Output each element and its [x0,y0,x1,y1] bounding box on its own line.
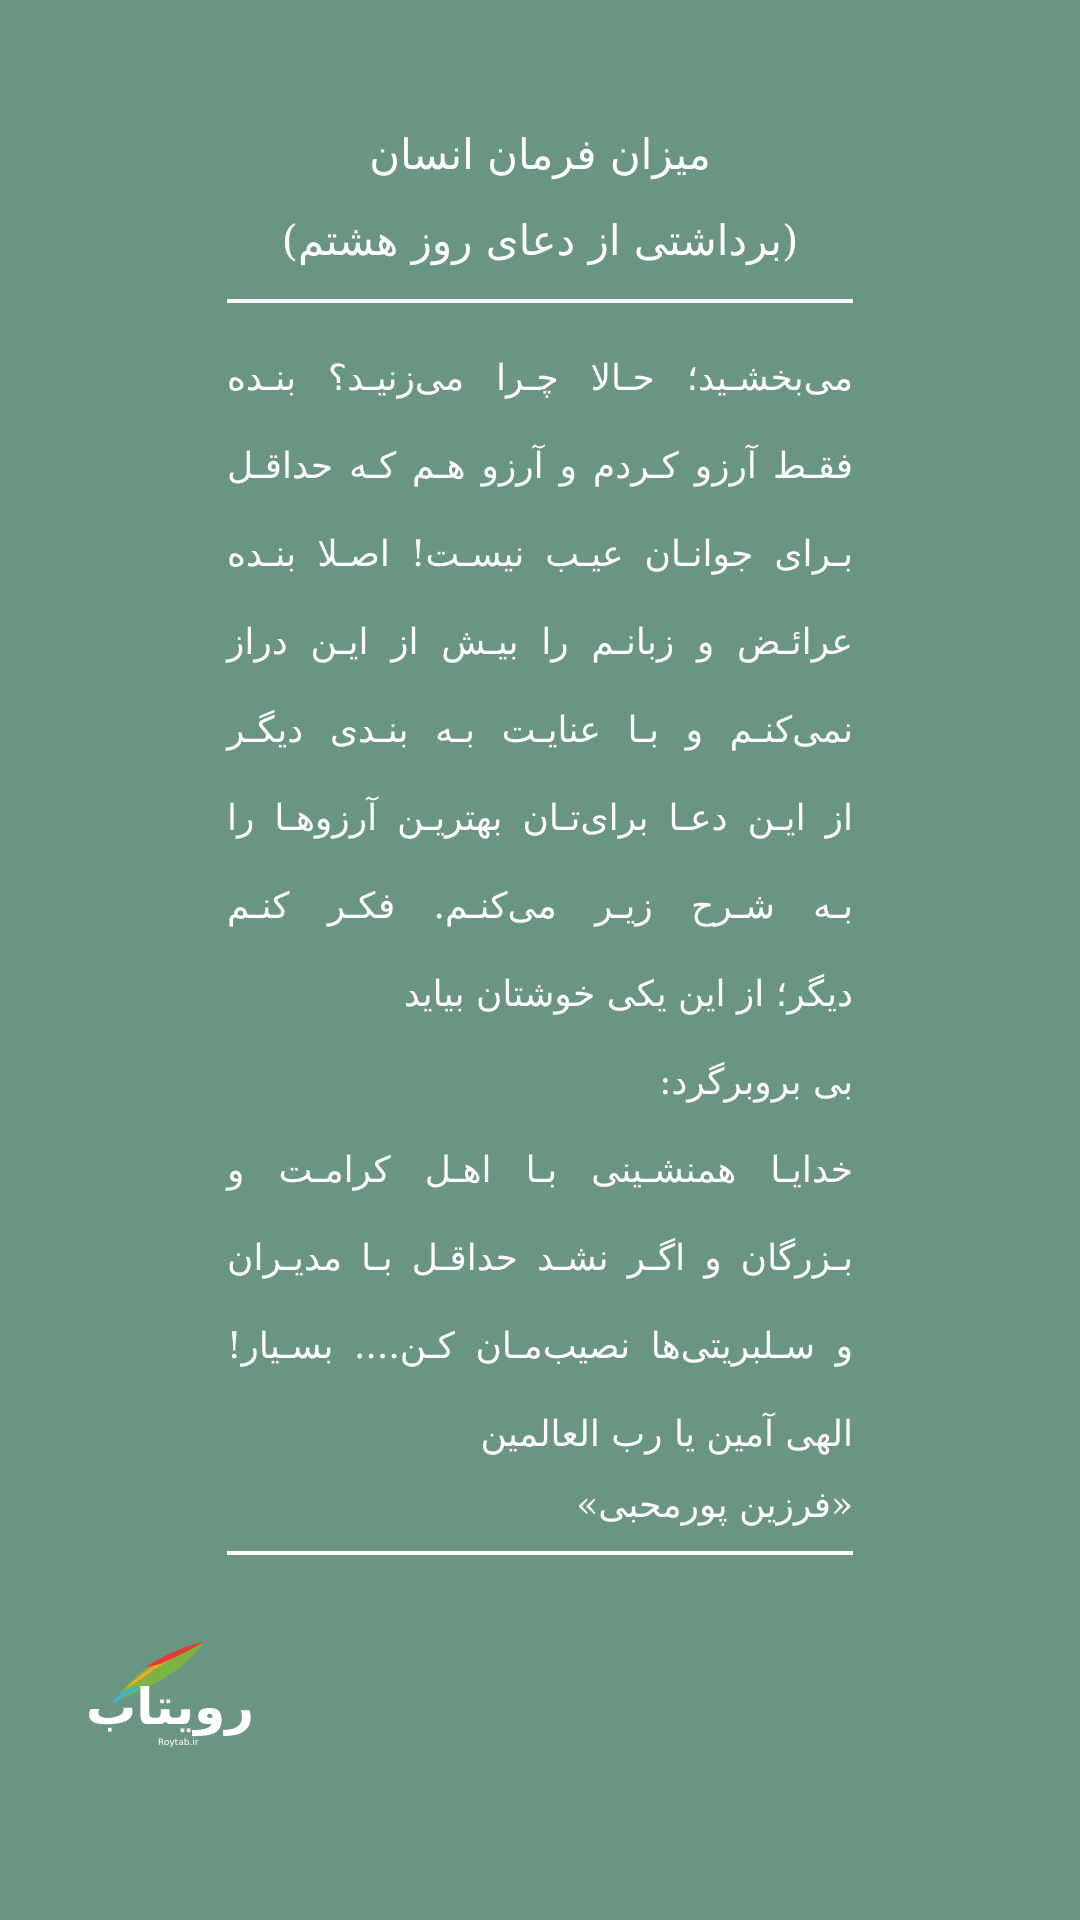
poem-line: از ایـن دعـا برای‌تـان بهتریـن آرزوهـا را [227,798,853,839]
poem-line: فقـط آرزو کـردم و آرزو هـم کـه حداقـل [227,446,853,487]
poem-line: نمی‌کنـم و بـا عنایـت بـه بنـدی دیگـر [227,710,853,751]
poem-body [227,335,853,1533]
poem-line: بـرای جوانـان عیـب نیسـت! اصـلا بنـده [227,534,853,575]
poem-line: خدایـا همنشـینی بـا اهـل کرامـت و [227,1150,853,1191]
poem-line: بـه شـرح زیـر می‌کنـم. فکـر کنـم [227,886,853,927]
poem-line: و سـلبریتی‌ها نصیب‌مـان کـن.... بسـیار! [227,1326,853,1367]
title-block [227,112,853,284]
logo-wordmark: رویتاب [85,1678,255,1736]
poem-line: می‌بخشـید؛ حـالا چـرا می‌زنیـد؟ بنـده [227,358,853,399]
author-signature: «فرزین پورمحبی» [576,1485,853,1526]
page-title: میزان فرمان انسان [369,130,711,179]
poem-line: عرائـض و زبانـم را بیـش از ایـن دراز [227,622,853,663]
poem-line: بـزرگان و اگـر نشـد حداقـل بـا مدیـران [227,1238,853,1279]
poem-line: الهی آمین یا رب العالمین [480,1414,853,1455]
poem-line: دیگر؛ از این یکی خوشتان بیاید [403,974,853,1015]
logo-url: Roytab.ir [158,1738,199,1748]
poem-line: بی بروبرگرد: [659,1062,853,1103]
bottom-divider [227,1551,853,1555]
page-subtitle: (برداشتی از دعای روز هشتم) [281,216,799,265]
roytab-logo [80,1638,260,1753]
top-divider [227,299,853,303]
